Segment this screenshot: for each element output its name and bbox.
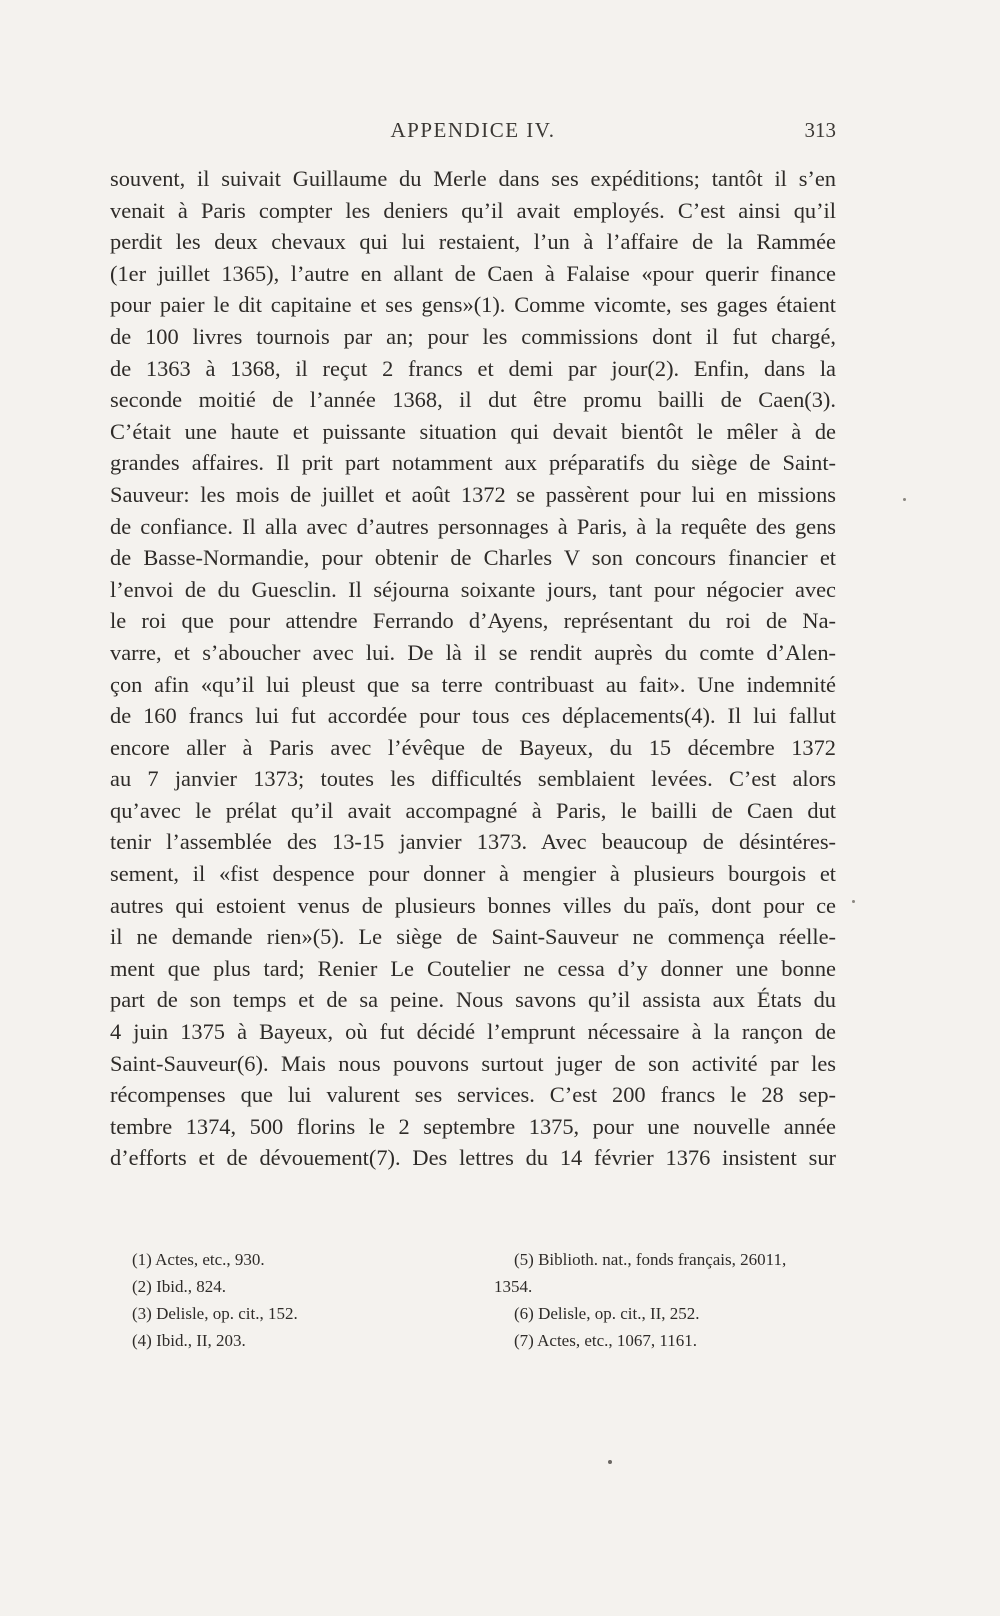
page-number: 313 <box>804 118 836 142</box>
running-title: APPENDICE IV. <box>390 118 556 142</box>
paper-speck <box>903 498 906 501</box>
body-line: de Basse-Normandie, pour obtenir de Charles V son concours financier et <box>110 545 836 571</box>
body-line: Sauveur: les mois de juillet et août 1372 se passèrent pour lui en missions <box>110 481 836 507</box>
body-text <box>110 163 836 1174</box>
body-line: çon afin «qu’il lui pleust que sa terre contribuast au fait». Une indemnité <box>110 671 836 697</box>
body-line: part de son temps et de sa peine. Nous savons qu’il assista aux États du <box>110 987 836 1013</box>
footnotes-right-column <box>494 1246 836 1354</box>
footnote: (4) Ibid., II, 203. <box>132 1331 246 1350</box>
body-line: souvent, il suivait Guillaume du Merle dans ses expéditions; tantôt il s’en <box>110 166 836 191</box>
body-line: (1er juillet 1365), l’autre en allant de Caen à Falaise «pour querir finance <box>110 260 836 286</box>
body-line: de 1363 à 1368, il reçut 2 francs et demi par jour(2). Enfin, dans la <box>110 355 836 381</box>
body-line: qu’avec le prélat qu’il avait accompagné à Paris, le bailli de Caen dut <box>110 797 836 823</box>
body-line: encore aller à Paris avec l’évêque de Bayeux, du 15 décembre 1372 <box>110 734 836 760</box>
body-line: grandes affaires. Il prit part notamment aux préparatifs du siège de Saint- <box>110 450 836 476</box>
body-line: Saint-Sauveur(6). Mais nous pouvons surtout juger de son activité par les <box>110 1050 836 1076</box>
body-line: tenir l’assemblée des 13-15 janvier 1373. Avec beaucoup de désintéres- <box>110 829 836 855</box>
body-line: perdit les deux chevaux qui lui restaient, l’un à l’affaire de la Rammée <box>110 229 836 255</box>
paper-speck <box>852 900 855 903</box>
body-line: varre, et s’aboucher avec lui. De là il se rendit auprès du comte d’Alen- <box>110 639 836 665</box>
body-line: d’efforts et de dévouement(7). Des lettres du 14 février 1376 insistent sur <box>110 1145 836 1171</box>
footnote: (1) Actes, etc., 930. <box>132 1250 265 1269</box>
body-line: 4 juin 1375 à Bayeux, où fut décidé l’emprunt nécessaire à la rançon de <box>110 1019 836 1045</box>
running-head <box>110 118 836 148</box>
body-line: de confiance. Il alla avec d’autres personnages à Paris, à la requête des gens <box>110 513 836 539</box>
footnote-continuation: 1354. <box>494 1277 533 1296</box>
body-line: au 7 janvier 1373; toutes les difficultés semblaient levées. C’est alors <box>110 766 836 792</box>
footnote: (2) Ibid., 824. <box>132 1277 226 1296</box>
ink-dot <box>608 1460 612 1464</box>
footnote: (7) Actes, etc., 1067, 1161. <box>514 1331 698 1350</box>
body-line: venait à Paris compter les deniers qu’il avait employés. C’est ainsi qu’il <box>110 197 836 223</box>
body-line: pour paier le dit capitaine et ses gens»(1). Comme vicomte, ses gages étaient <box>110 292 836 318</box>
body-line: l’envoi de du Guesclin. Il séjourna soixante jours, tant pour négocier avec <box>110 576 836 602</box>
body-line: le roi que pour attendre Ferrando d’Ayens, représentant du roi de Na- <box>110 608 836 634</box>
body-line: il ne demande rien»(5). Le siège de Saint-Sauveur ne commença réelle- <box>110 924 836 950</box>
footnote: (3) Delisle, op. cit., 152. <box>132 1304 298 1323</box>
body-line: de 100 livres tournois par an; pour les commissions dont il fut chargé, <box>110 323 836 349</box>
footnotes-left-column <box>132 1246 472 1354</box>
footnote: (6) Delisle, op. cit., II, 252. <box>514 1304 700 1323</box>
body-line: récompenses que lui valurent ses services. C’est 200 francs le 28 sep- <box>110 1082 836 1108</box>
body-line: sement, il «fist despence pour donner à mengier à plusieurs bourgois et <box>110 861 836 887</box>
body-line: seconde moitié de l’année 1368, il dut être promu bailli de Caen(3). <box>110 387 836 413</box>
body-line: de 160 francs lui fut accordée pour tous ces déplacements(4). Il lui fallut <box>110 703 836 729</box>
body-line: autres qui estoient venus de plusieurs bonnes villes du païs, dont pour ce <box>110 892 836 918</box>
footnote: (5) Biblioth. nat., fonds français, 26011, <box>514 1250 787 1269</box>
body-line: tembre 1374, 500 florins le 2 septembre 1375, pour une nouvelle année <box>110 1113 836 1139</box>
body-line: ment que plus tard; Renier Le Coutelier ne cessa d’y donner une bonne <box>110 955 836 981</box>
body-line: C’était une haute et puissante situation qui devait bientôt le mêler à de <box>110 418 836 444</box>
